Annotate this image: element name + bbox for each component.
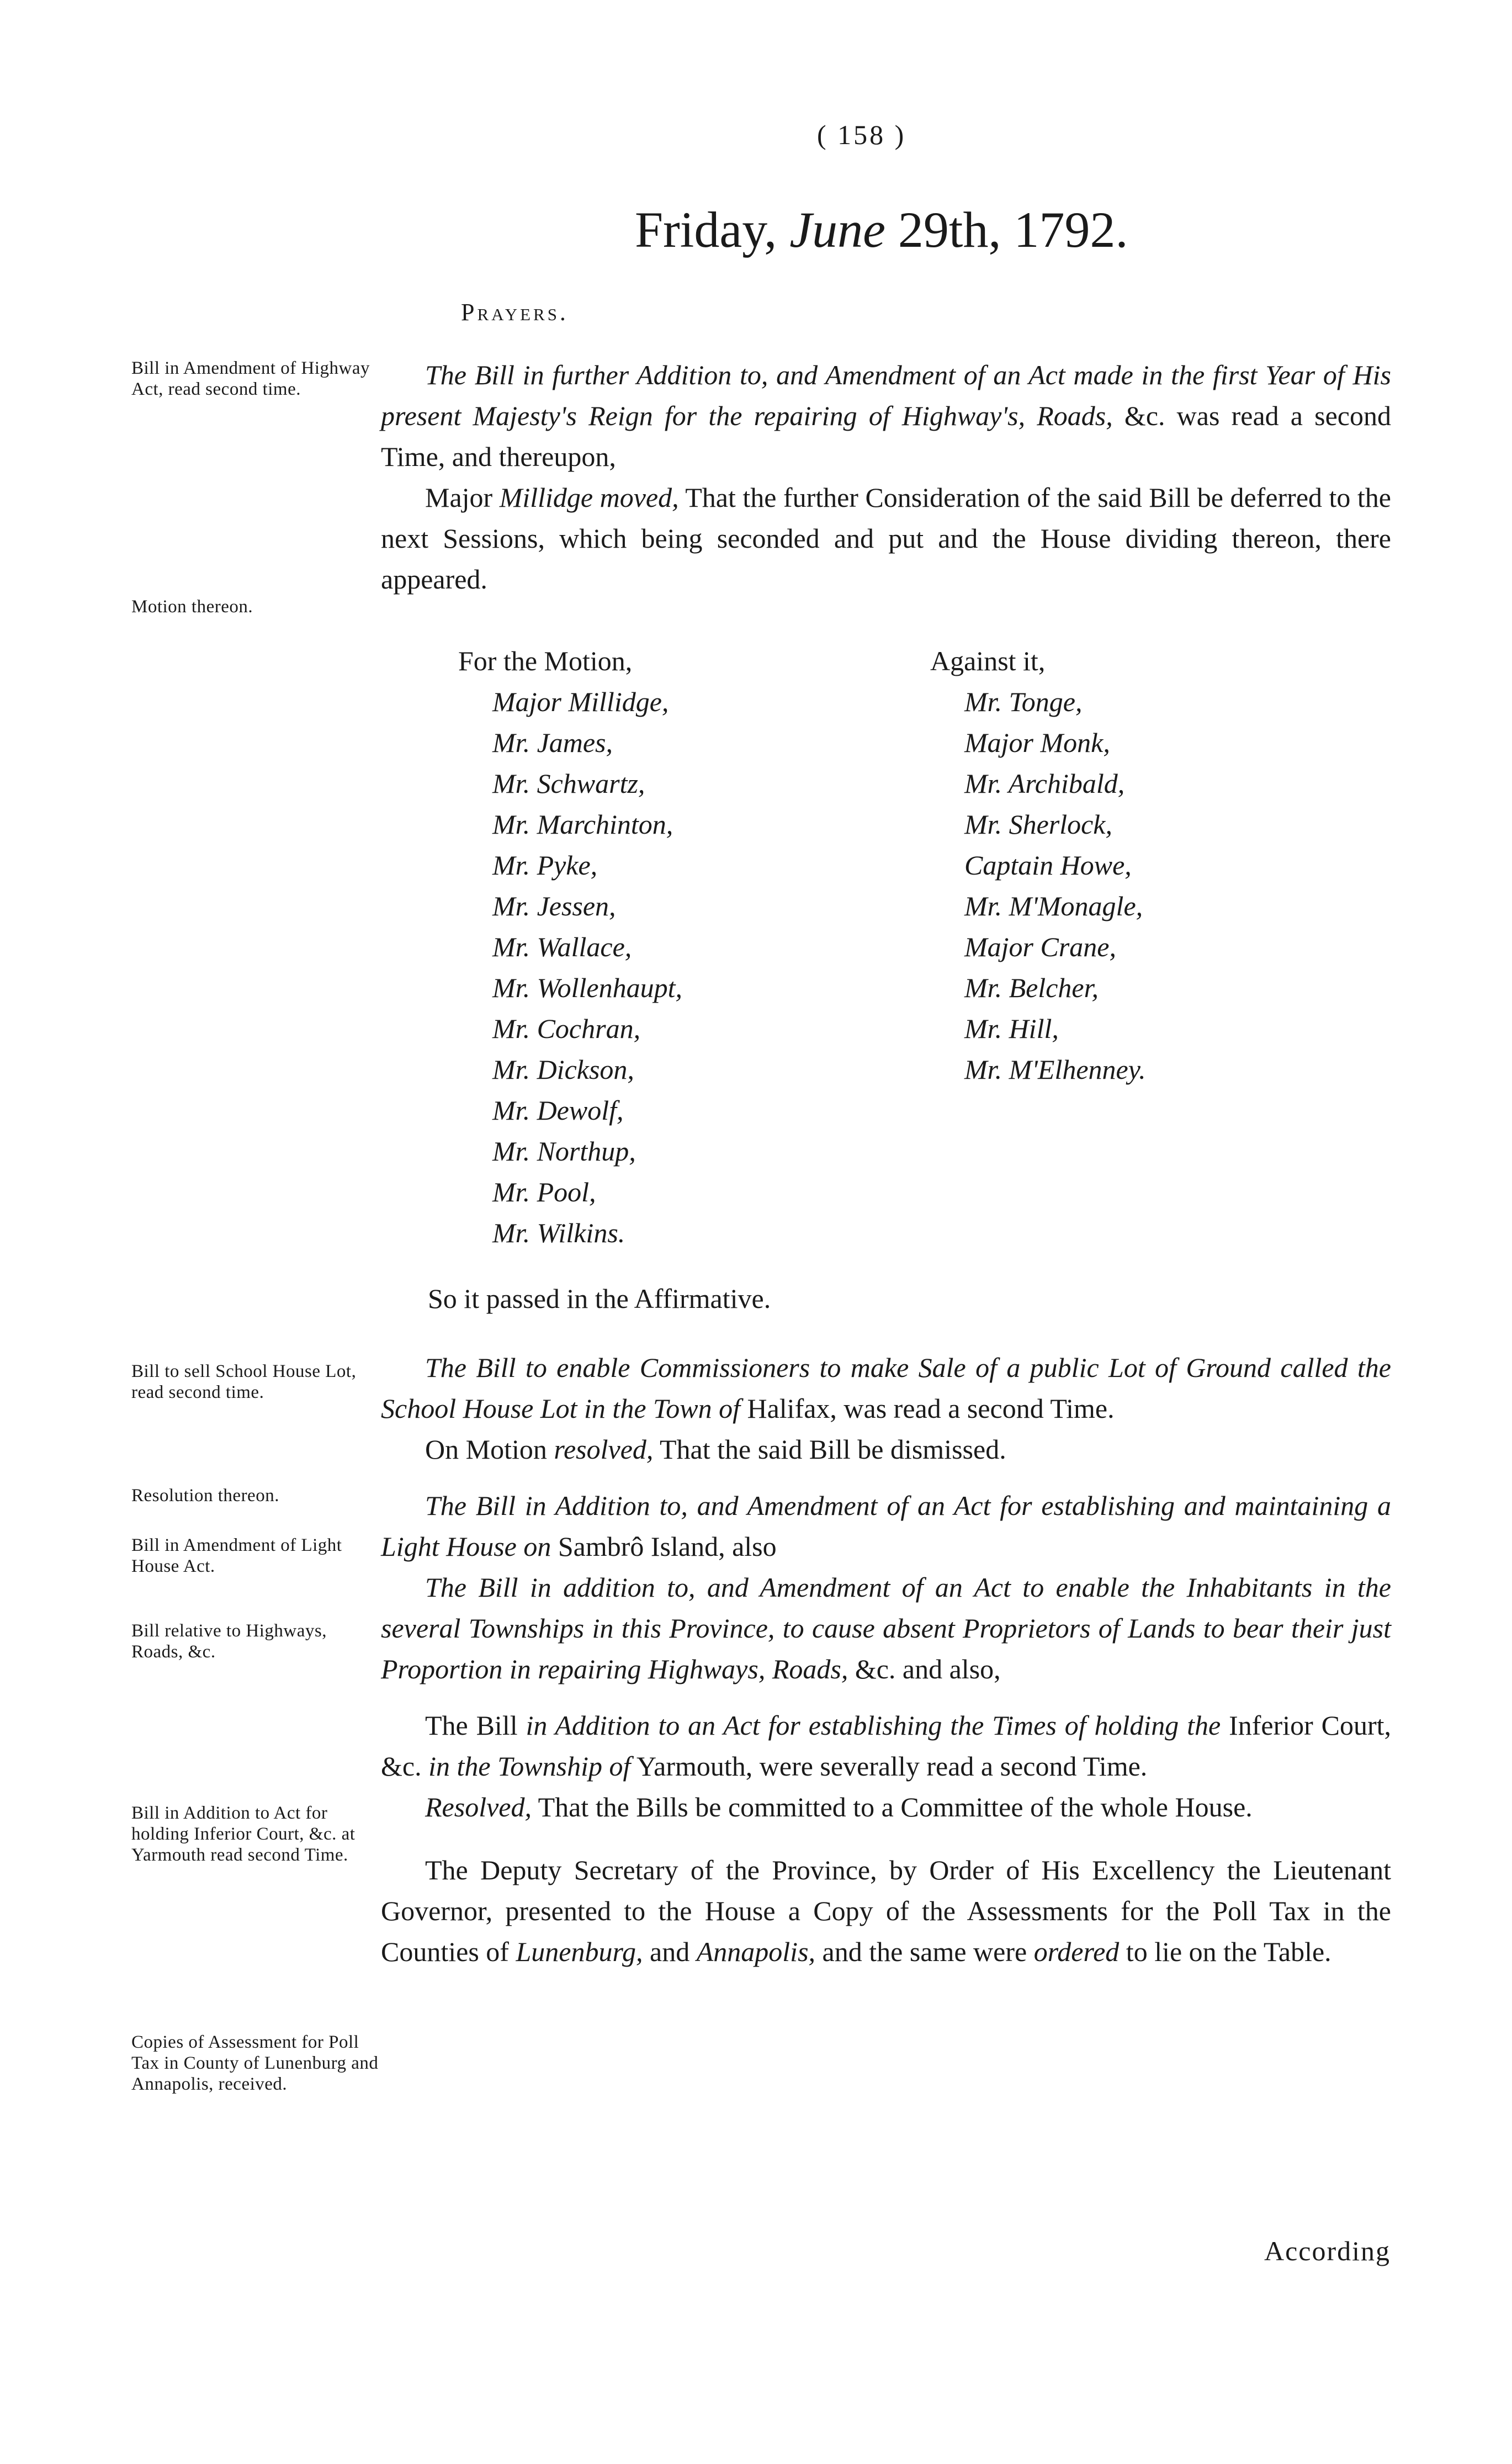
highway-bill-title: The Bill in further Addition to, and Amendment of an Act made in the first Year of His present Majesty's Reign for the repairing of Highway's, Roads, [381, 359, 1391, 431]
sidenote-light-house: Bill in Amendment of Light House Act. [131, 1535, 342, 1576]
court-bill-e: Yarmouth, were severally read a second Time. [630, 1751, 1148, 1782]
page-heading [635, 202, 1128, 258]
highways-bill-text: &c. and also, [848, 1654, 1001, 1684]
poll-tax-e: and the same were [815, 1936, 1034, 1967]
against-name: Mr. M'Monagle, [964, 891, 1143, 921]
sidenote-poll-tax: Copies of Assessment for Poll Tax in County of Lunenburg and Annapolis, received. [131, 2032, 379, 2094]
against-it-label: Against it, [930, 645, 1046, 676]
poll-tax-lunenburg: Lunenburg, [516, 1936, 643, 1967]
light-house-bill-title: The Bill in Addition to, and Amendment of an Act for establishing and maintaining a Light House on [381, 1490, 1391, 1562]
poll-tax-g: to lie on the Table. [1119, 1936, 1331, 1967]
court-bill-d: in the Township of [428, 1751, 631, 1782]
highways-bill-title: The Bill in addition to, and Amendment of an Act to enable the Inhabitants in the several Townships in this Province, to cause absent Proprietors of Lands to bear their just Proportion in repairing Highways, Roads, [381, 1572, 1391, 1684]
for-the-motion-label: For the Motion, [458, 645, 633, 676]
paragraphs-lower [381, 1347, 1391, 1972]
resolution-text-a: On Motion [425, 1434, 554, 1465]
sidenote-highway-act: Bill in Amendment of Highway Act, read second time. [131, 358, 370, 399]
committee-text: That the Bills be committed to a Committee of the whole House. [531, 1792, 1253, 1822]
for-name: Mr. Cochran, [492, 1013, 641, 1044]
paragraph-highway-bill [381, 354, 1391, 600]
for-name: Mr. Wollenhaupt, [492, 972, 682, 1003]
affirmative-result: So it passed in the Affirmative. [428, 1283, 771, 1314]
for-name: Mr. Jessen, [492, 891, 616, 921]
poll-tax-ordered: ordered [1033, 1936, 1120, 1967]
resolution-text-b: resolved, [554, 1434, 654, 1465]
sidenote-motion: Motion thereon. [131, 597, 253, 617]
poll-tax-annapolis: Annapolis, [696, 1936, 816, 1967]
poll-tax-and: and [643, 1936, 697, 1967]
against-name: Captain Howe, [964, 850, 1132, 881]
against-name: Mr. M'Elhenney. [964, 1054, 1146, 1085]
committee-resolved: Resolved, [425, 1792, 532, 1822]
motion-text-a: Major [425, 482, 500, 513]
court-bill-b: in Addition to an Act for establishing the Times of holding the [526, 1710, 1221, 1741]
heading-day: Friday, [635, 202, 777, 258]
for-name: Mr. Wilkins. [492, 1217, 625, 1248]
heading-date-year: 29th, 1792. [898, 202, 1128, 258]
motion-text-c: That the further Consideration of the said Bill be deferred to the next Sessions, which being seconded and put and the House dividing thereon, there appeared. [381, 482, 1391, 595]
sidenote-highways-roads: Bill relative to Highways, Roads, &c. [131, 1621, 327, 1662]
catchword: According [1264, 2235, 1391, 2266]
highway-bill-text: &c. was read a second Time, and thereupon, [381, 400, 1391, 472]
against-name: Mr. Belcher, [964, 972, 1099, 1003]
court-bill-a: The Bill [425, 1710, 526, 1741]
page-number: ( 158 ) [817, 119, 906, 150]
for-name: Mr. Wallace, [492, 931, 632, 962]
for-name: Mr. Marchinton, [492, 809, 673, 840]
for-name: Major Millidge, [492, 686, 669, 717]
light-house-bill-text: Sambrô Island, also [551, 1531, 777, 1562]
heading-month: June [789, 202, 885, 258]
school-house-bill-text: Halifax, was read a second Time. [740, 1393, 1115, 1424]
against-name: Major Monk, [964, 727, 1110, 758]
resolution-text-c: That the said Bill be dismissed. [653, 1434, 1006, 1465]
court-bill-c: Inferior Court, &c. [381, 1710, 1391, 1782]
for-name: Mr. Pyke, [492, 850, 598, 881]
for-name: Mr. Dickson, [492, 1054, 634, 1085]
against-name: Mr. Tonge, [964, 686, 1083, 717]
against-it-list [930, 640, 1146, 1090]
sidenote-inferior-court: Bill in Addition to Act for holding Inferior Court, &c. at Yarmouth read second Time. [131, 1803, 356, 1865]
sidenote-resolution: Resolution thereon. [131, 1486, 279, 1506]
against-name: Mr. Sherlock, [964, 809, 1112, 840]
prayers-heading: Prayers. [461, 299, 569, 326]
for-name: Mr. Northup, [492, 1136, 636, 1167]
against-name: Major Crane, [964, 931, 1116, 962]
against-name: Mr. Hill, [964, 1013, 1059, 1044]
poll-tax-a: The Deputy Secretary of the Province, by Order of His Excellency the Lieutenant Governor, presented to the House a Copy of the Assessments for the Poll Tax in the Counties of [381, 1854, 1391, 1967]
motion-text-b: Millidge moved, [499, 482, 679, 513]
for-name: Mr. Schwartz, [492, 768, 645, 799]
school-house-bill-title: The Bill to enable Commissioners to make Sale of a public Lot of Ground called the School House Lot in the Town of [381, 1352, 1391, 1424]
against-name: Mr. Archibald, [964, 768, 1125, 799]
for-name: Mr. James, [492, 727, 613, 758]
for-the-motion-list [458, 640, 682, 1253]
sidenote-school-house: Bill to sell School House Lot, read second time. [131, 1361, 357, 1402]
for-name: Mr. Dewolf, [492, 1095, 624, 1126]
for-name: Mr. Pool, [492, 1177, 596, 1207]
